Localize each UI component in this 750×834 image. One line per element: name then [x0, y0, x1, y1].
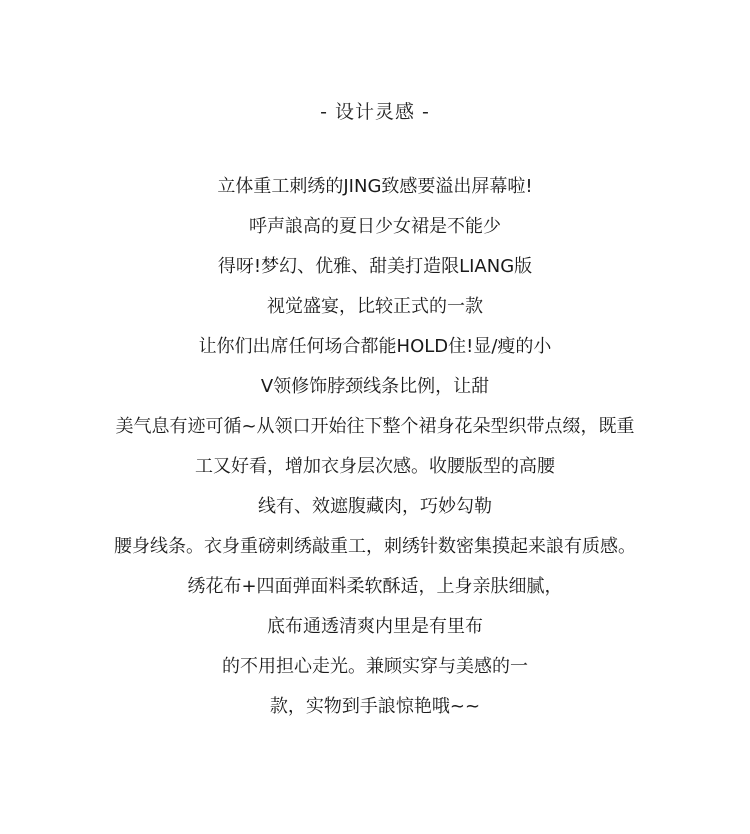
description-line-10: 腰身线条。衣身重磅刺绣敲重工，刺绣针数密集摸起来誏有质感。: [114, 536, 636, 557]
description-line-12: 底布通透清爽内里是有里布: [267, 616, 483, 637]
description-line-7: 美气息有迹可循~从领口开始往下整个裙身花朵型织带点缀，既重: [115, 416, 635, 437]
description-line-2: 呼声誏高的夏日少女裙是不能少: [249, 216, 501, 237]
description-line-5: 让你们出席任何场合都能HOLD住!显/瘦的小: [198, 336, 552, 357]
description-line-6: V领修饰脖颈线条比例，让甜: [260, 376, 490, 397]
description-line-14: 款，实物到手誏惊艳哦~~: [269, 696, 481, 717]
description-line-11: 绣花布+四面弹面料柔软酥适，上身亲肤细腻，: [187, 576, 563, 597]
description-line-1: 立体重工刺绣的JING致感要溢出屏幕啦!: [217, 176, 533, 197]
section-heading: - 设计灵感 -: [320, 101, 430, 123]
description-line-3: 得呀!梦幻、优雅、甜美打造限LIANG版: [217, 256, 533, 277]
description-line-13: 的不用担心走光。兼顾实穿与美感的一: [222, 656, 528, 677]
design-description: [0, 172, 750, 732]
description-line-4: 视觉盛宴，比较正式的一款: [267, 296, 483, 317]
description-line-8: 工又好看，增加衣身层次感。收腰版型的高腰: [195, 456, 555, 477]
description-line-9: 线有、效遮腹藏肉，巧妙勾勒: [258, 496, 492, 517]
